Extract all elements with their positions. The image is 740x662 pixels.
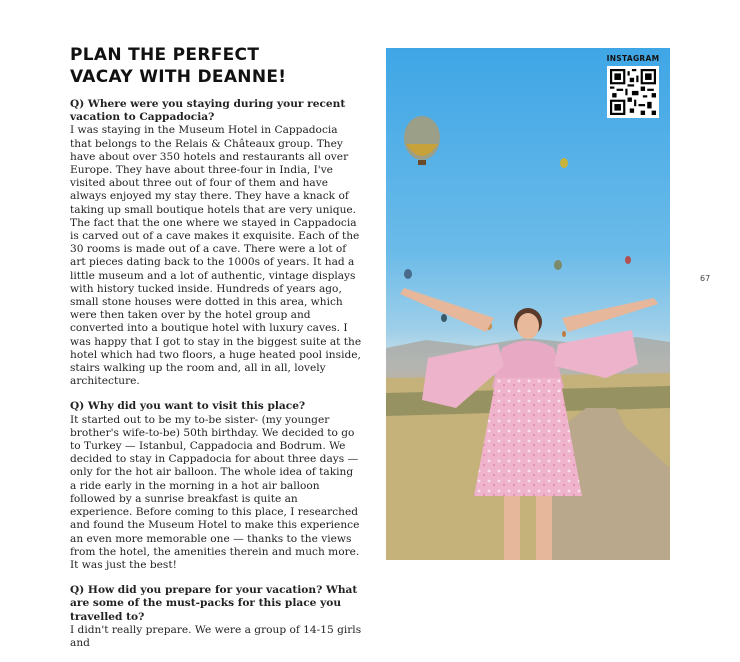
qr-code-graphic	[610, 69, 656, 115]
balloon-large	[404, 116, 440, 165]
qr-code[interactable]	[607, 66, 659, 118]
question: Q) Why did you want to visit this place?	[70, 400, 306, 413]
qa-block	[70, 584, 362, 650]
photo-scene	[386, 48, 670, 560]
qa-block	[70, 400, 362, 572]
balloon	[441, 314, 447, 322]
qr-label: INSTAGRAM	[606, 54, 660, 63]
page-number: 67	[700, 274, 711, 283]
balloon	[625, 256, 631, 264]
balloon	[554, 260, 562, 270]
balloon	[560, 158, 568, 168]
question: Q) How did you prepare for your vacation? What are some of the must-packs for this place you travelled to?	[70, 584, 358, 623]
balloon	[404, 269, 412, 279]
cappadocia-photo	[386, 48, 670, 560]
article-body	[70, 98, 362, 662]
answer: I didn't really prepare. We were a group of 14-15 girls and	[70, 623, 362, 649]
headline-line-2: VACAY WITH DEANNE!	[70, 67, 287, 87]
article-headline	[70, 44, 370, 88]
balloon	[562, 331, 566, 337]
answer: It started out to be my to-be sister- (my younger brother's wife-to-be) 50th birthday. We decided to go to Turkey — Istanbul, Cappadocia and Bodrum. We decided to stay in Cappadocia for about three days —only for the hot air balloon. The whole idea of taking a ride early in the morning in a hot air balloon followed by a sunrise breakfast is quite an experience. Before coming to this place, I researched and found the Museum Hotel to make this experience an even more memorable one — thanks to the views from the hotel, the amenities therein and much more. It was just the best!	[70, 413, 360, 571]
instagram-qr-block	[604, 54, 662, 119]
question: Q) Where were you staying during your recent vacation to Cappadocia?	[70, 98, 346, 124]
headline-line-1: PLAN THE PERFECT	[70, 45, 260, 65]
qa-block	[70, 98, 362, 388]
answer: I was staying in the Museum Hotel in Cappadocia that belongs to the Relais & Châteaux group. They have about over 350 hotels and restaurants all over Europe. They have about three-four in India, I've visited about three out of four of them and have always enjoyed my stay there. They have a knack of taking up small boutique hotels that are very unique. The fact that the one where we stayed in Cappadocia is carved out of a cave makes it exquisite. Each of the 30 rooms is made out of a cave. There were a lot of art pieces dating back to the 1000s of years. It had a little museum and a lot of authentic, vintage displays with history tucked inside. Hundreds of years ago, small stone houses were dotted in this area, which were then taken over by the hotel group and converted into a boutique hotel with luxury caves. I was happy that I got to stay in the biggest suite at the hotel which had two floors, a huge heated pool inside, stairs walking up the room and, all in all, lovely architecture.	[70, 124, 362, 388]
